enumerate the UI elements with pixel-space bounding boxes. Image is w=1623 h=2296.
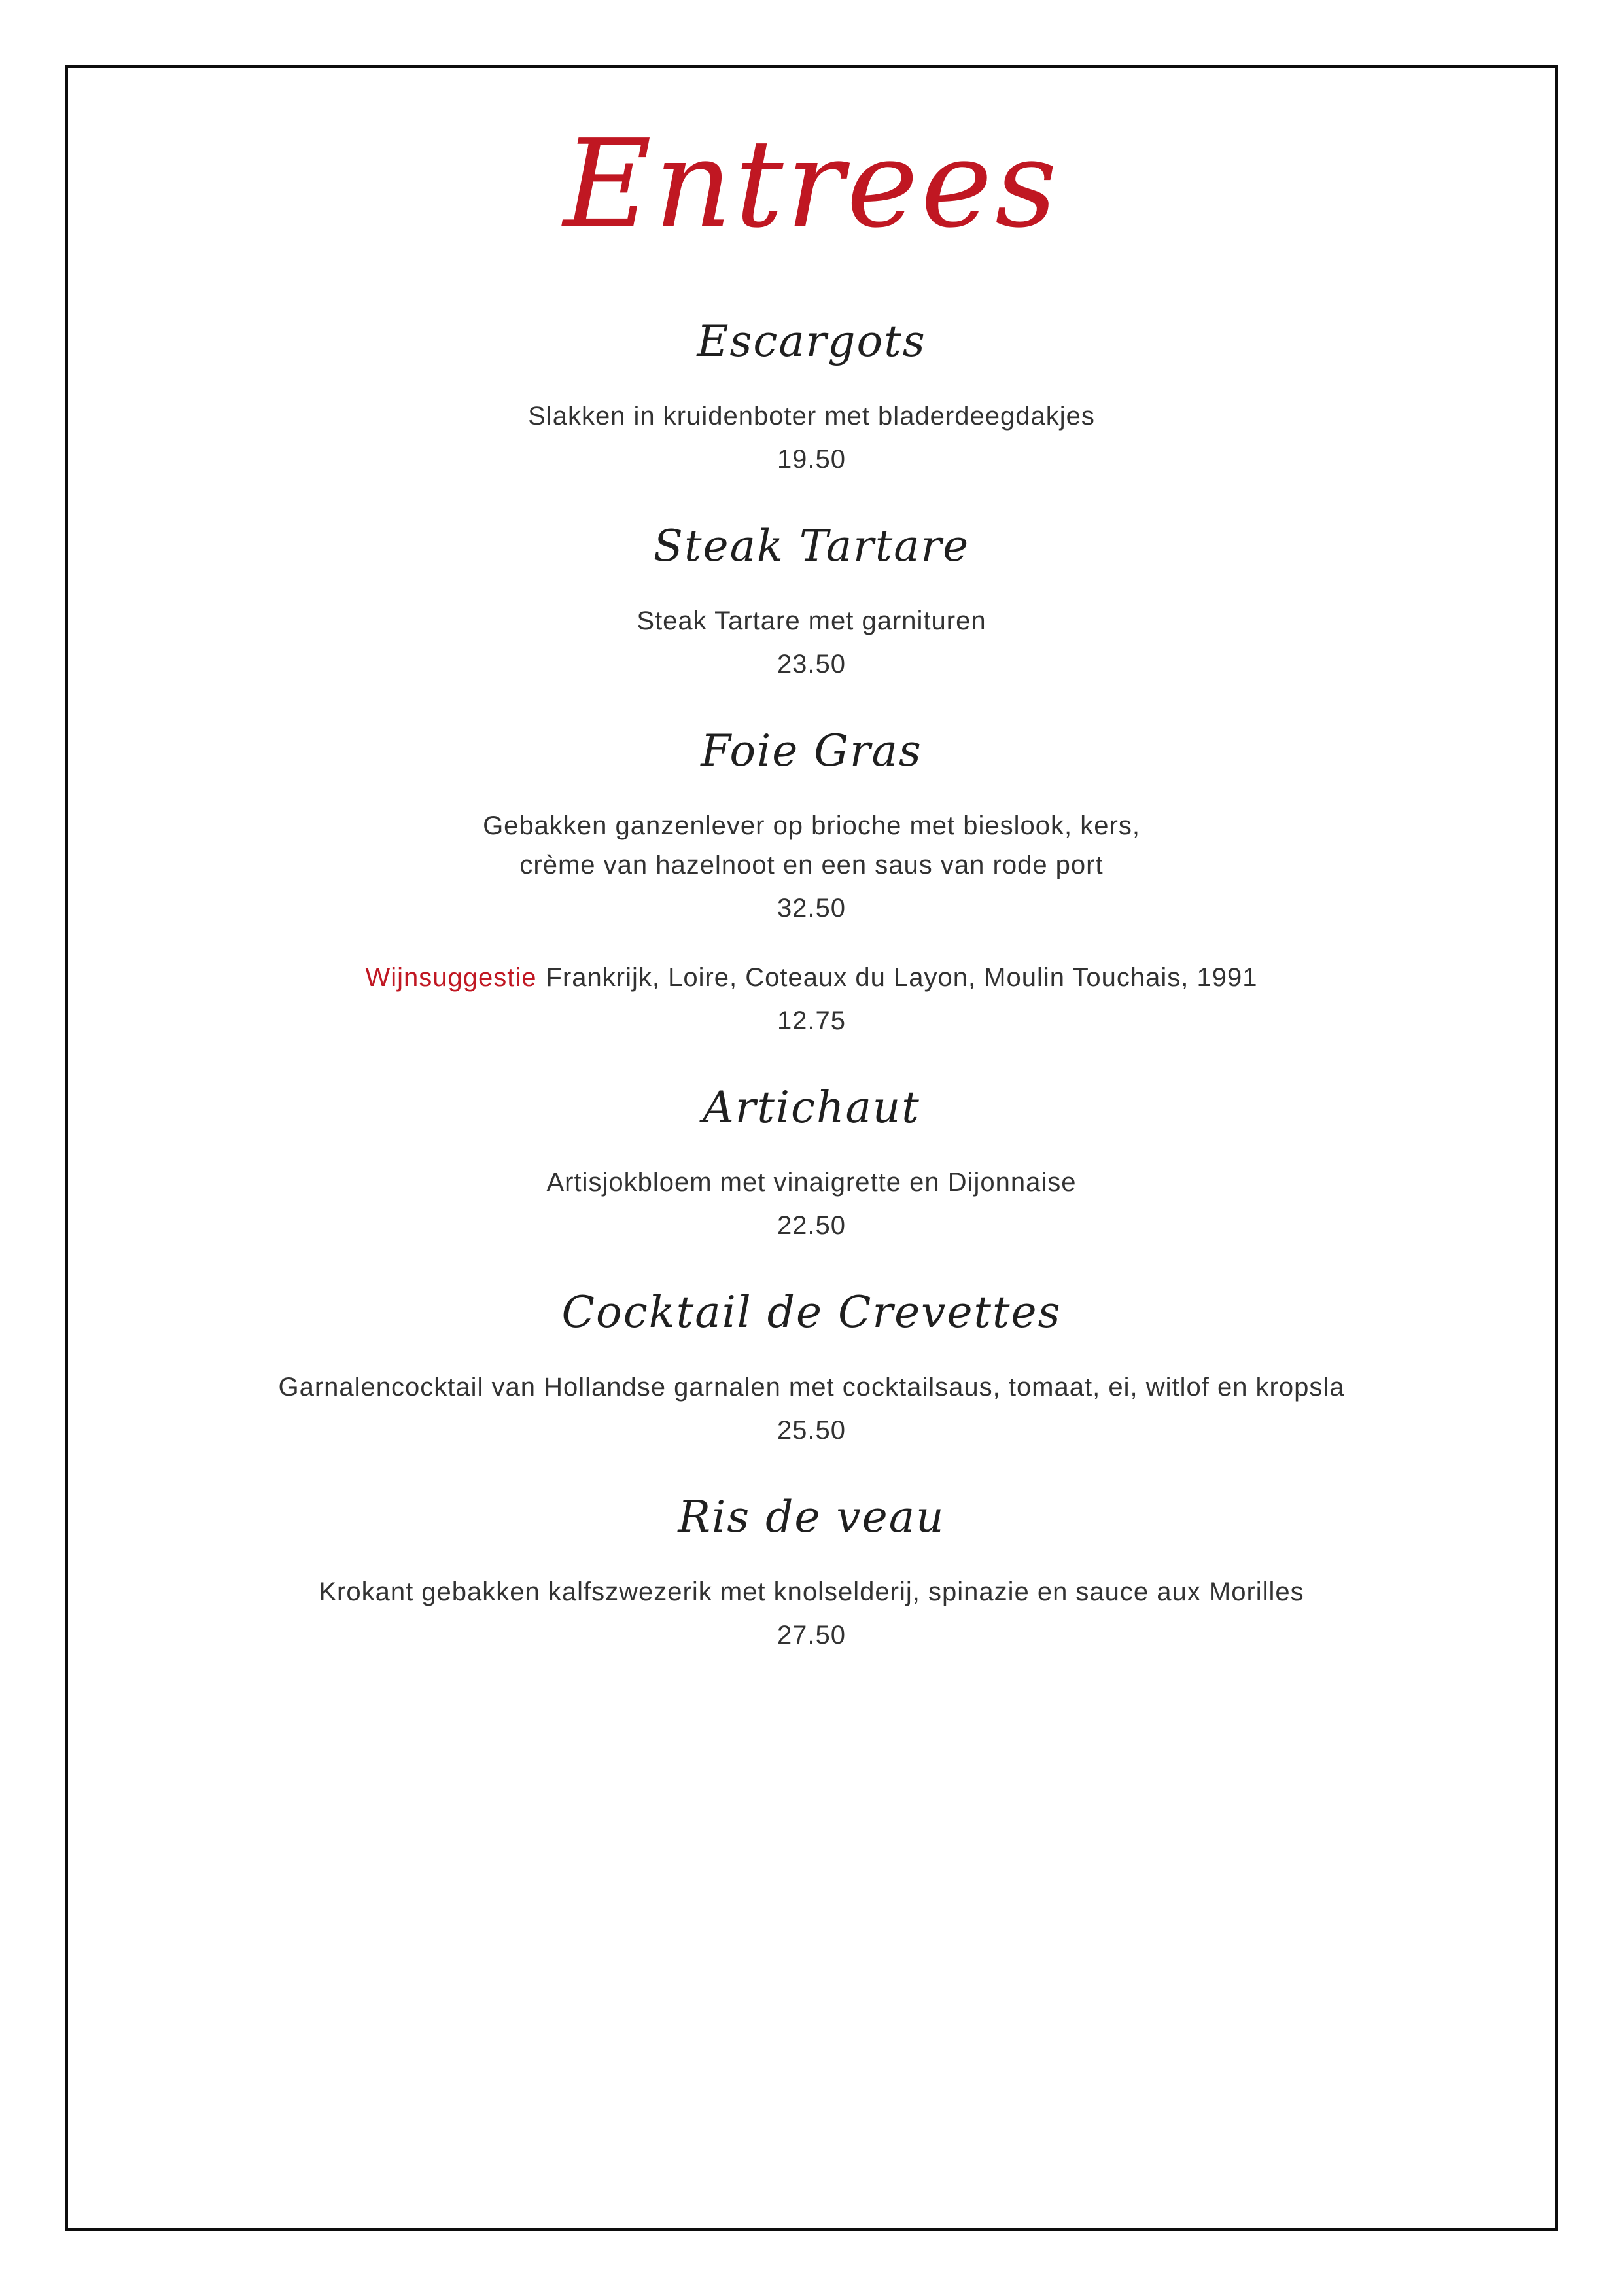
menu-item-escargots [65, 316, 1558, 480]
dish-description: Garnalencocktail van Hollandse garnalen met cocktailsaus, tomaat, ei, witlof en kropsla [278, 1372, 1345, 1402]
dish-price: 32.50 [777, 893, 846, 923]
dish-description-line-2: crème van hazelnoot en een saus van rode port [519, 850, 1104, 879]
menu-item-steak-tartare [65, 521, 1558, 685]
wine-suggestion [65, 958, 1558, 997]
menu-item-cocktail-de-crevettes [65, 1287, 1558, 1451]
dish-description-line-1: Gebakken ganzenlever op brioche met bieslook, kers, [483, 811, 1140, 840]
dish-name: Foie Gras [701, 725, 922, 776]
menu-item-artichaut [65, 1082, 1558, 1246]
dish-name: Steak Tartare [653, 520, 970, 571]
dish-price: 23.50 [777, 649, 846, 679]
wine-suggestion-label: Wijnsuggestie [365, 963, 537, 992]
dish-price: 27.50 [777, 1620, 846, 1650]
dish-price: 22.50 [777, 1210, 846, 1240]
dish-name: Cocktail de Crevettes [561, 1286, 1062, 1337]
dish-name: Ris de veau [678, 1491, 945, 1542]
dish-price: 19.50 [777, 444, 846, 474]
menu-item-ris-de-veau [65, 1492, 1558, 1656]
dish-description: Krokant gebakken kalfszwezerik met knolselderij, spinazie en sauce aux Morilles [319, 1577, 1304, 1606]
dish-description: Artisjokbloem met vinaigrette en Dijonnaise [546, 1167, 1077, 1197]
dish-name: Artichaut [703, 1082, 920, 1133]
page-title: Entrees [563, 113, 1060, 255]
menu-item-foie-gras [65, 726, 1558, 1042]
wine-suggestion-text: Frankrijk, Loire, Coteaux du Layon, Moulin Touchais, 1991 [546, 963, 1258, 992]
dish-name: Escargots [697, 315, 926, 366]
wine-suggestion-price: 12.75 [777, 1006, 846, 1035]
dish-description: Slakken in kruidenboter met bladerdeegdakjes [528, 401, 1095, 431]
menu-content [65, 65, 1558, 1697]
dish-price: 25.50 [777, 1415, 846, 1445]
dish-description: Steak Tartare met garnituren [637, 606, 986, 635]
